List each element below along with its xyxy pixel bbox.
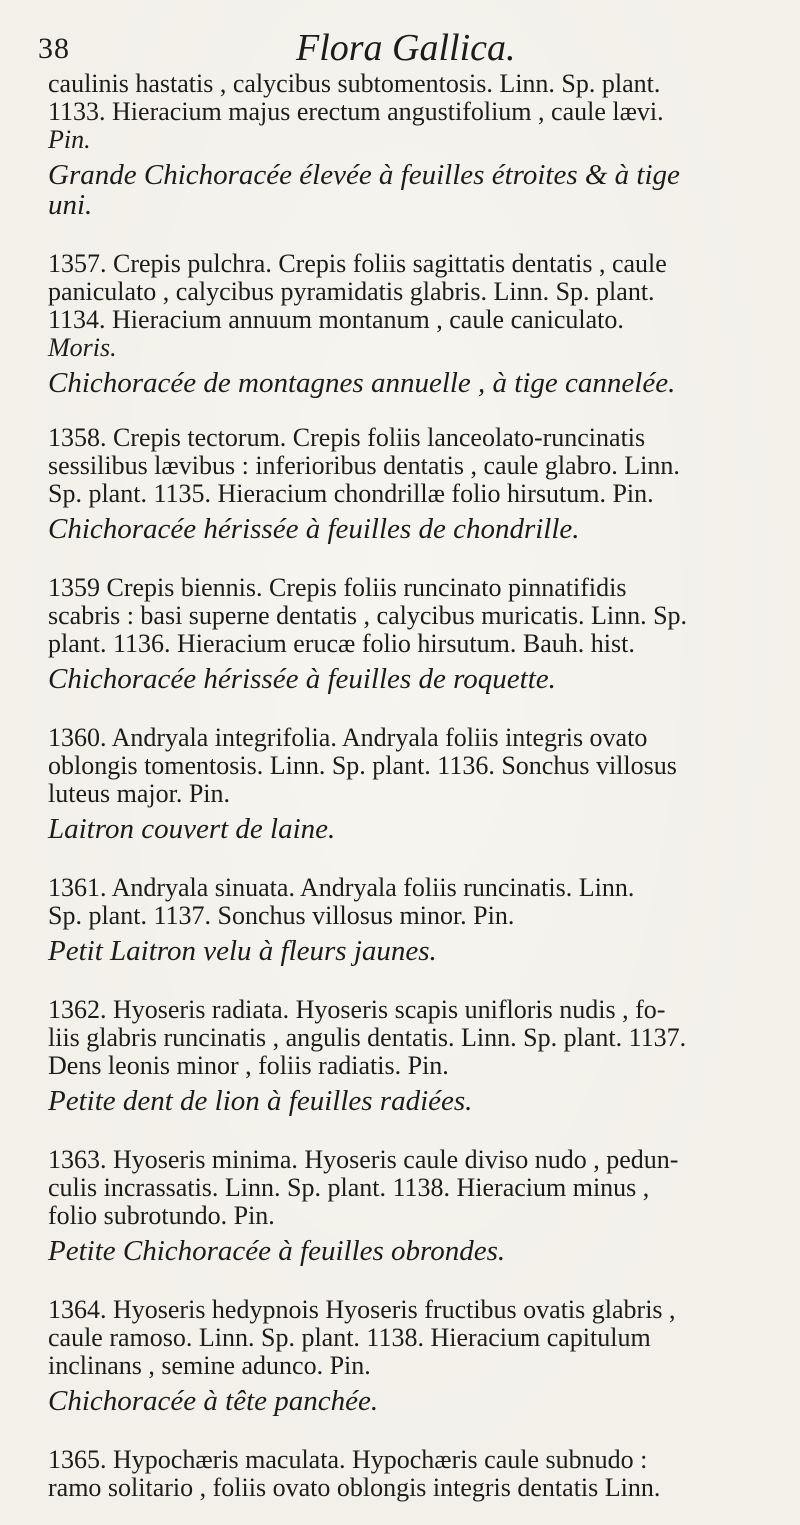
entry-continuation [48,70,762,220]
text-line: 1363. Hyoseris minima. Hyoseris caule diviso nudo , pedun- [48,1145,679,1174]
entry-1365 [48,1446,762,1502]
french-name: Chichoracée hérissée à feuilles de roquette. [48,663,556,695]
text-line: culis incrassatis. Linn. Sp. plant. 1138. Hieracium minus , [48,1173,650,1202]
text-line: 1357. Crepis pulchra. Crepis foliis sagittatis dentatis , caule [48,249,667,278]
entry-1364 [48,1296,762,1416]
text-line: Dens leonis minor , foliis radiatis. Pin. [48,1051,449,1080]
french-name: Petite dent de lion à feuilles radiées. [48,1085,473,1117]
text-line: 1364. Hyoseris hedypnois Hyoseris fructibus ovatis glabris , [48,1295,676,1324]
page-header [38,26,758,70]
text-line: 1361. Andryala sinuata. Andryala foliis runcinatis. Linn. [48,873,635,902]
running-title: Flora Gallica. [296,27,516,69]
french-name: uni. [48,189,93,221]
text-line: paniculato , calycibus pyramidatis glabris. Linn. Sp. plant. [48,277,655,306]
text-line: liis glabris runcinatis , angulis dentatis. Linn. Sp. plant. 1137. [48,1023,687,1052]
text-line: oblongis tomentosis. Linn. Sp. plant. 1136. Sonchus villosus [48,751,677,780]
text-line: Pin. [48,125,91,154]
text-line: luteus major. Pin. [48,779,230,808]
text-line: 1134. Hieracium annuum montanum , caule caniculato. [48,305,624,334]
text-line: Sp. plant. 1135. Hieracium chondrillæ folio hirsutum. Pin. [48,479,654,508]
entry-1362 [48,996,762,1116]
french-name: Grande Chichoracée élevée à feuilles étroites & à tige [48,159,680,191]
french-name: Laitron couvert de laine. [48,813,336,845]
text-line: 1362. Hyoseris radiata. Hyoseris scapis unifloris nudis , fo- [48,995,666,1024]
text-line: caulinis hastatis , calycibus subtomentosis. Linn. Sp. plant. [48,69,661,98]
entry-1363 [48,1146,762,1266]
entry-1357 [48,250,762,398]
text-line: 1360. Andryala integrifolia. Andryala foliis integris ovato [48,723,648,752]
text-line: Sp. plant. 1137. Sonchus villosus minor. Pin. [48,901,515,930]
text-line: inclinans , semine adunco. Pin. [48,1351,371,1380]
text-line: plant. 1136. Hieracium erucæ folio hirsutum. Bauh. hist. [48,629,635,658]
text-line: caule ramoso. Linn. Sp. plant. 1138. Hieracium capitulum [48,1323,651,1352]
french-name: Petit Laitron velu à fleurs jaunes. [48,935,437,967]
entry-1360 [48,724,762,844]
text-line: scabris : basi superne dentatis , calycibus muricatis. Linn. Sp. [48,601,688,630]
french-name: Chichoracée de montagnes annuelle , à tige cannelée. [48,367,676,399]
entry-1358 [48,424,762,544]
text-line: ramo solitario , foliis ovato oblongis integris dentatis Linn. [48,1473,661,1502]
entry-1359 [48,574,762,694]
text-line: 1358. Crepis tectorum. Crepis foliis lanceolato-runcinatis [48,423,646,452]
text-line: Moris. [48,333,117,362]
french-name: Petite Chichoracée à feuilles obrondes. [48,1235,506,1267]
page-number: 38 [38,32,70,65]
page-body [48,70,762,1502]
text-line: 1133. Hieracium majus erectum angustifolium , caule lævi. [48,97,664,126]
french-name: Chichoracée hérissée à feuilles de chondrille. [48,513,580,545]
text-line: 1359 Crepis biennis. Crepis foliis runcinato pinnatifidis [48,573,627,602]
french-name: Chichoracée à tête panchée. [48,1385,379,1417]
text-line: sessilibus lævibus : inferioribus dentatis , caule glabro. Linn. [48,451,680,480]
entry-1361 [48,874,762,966]
text-line: 1365. Hypochæris maculata. Hypochæris caule subnudo : [48,1445,648,1474]
text-line: folio subrotundo. Pin. [48,1201,275,1230]
